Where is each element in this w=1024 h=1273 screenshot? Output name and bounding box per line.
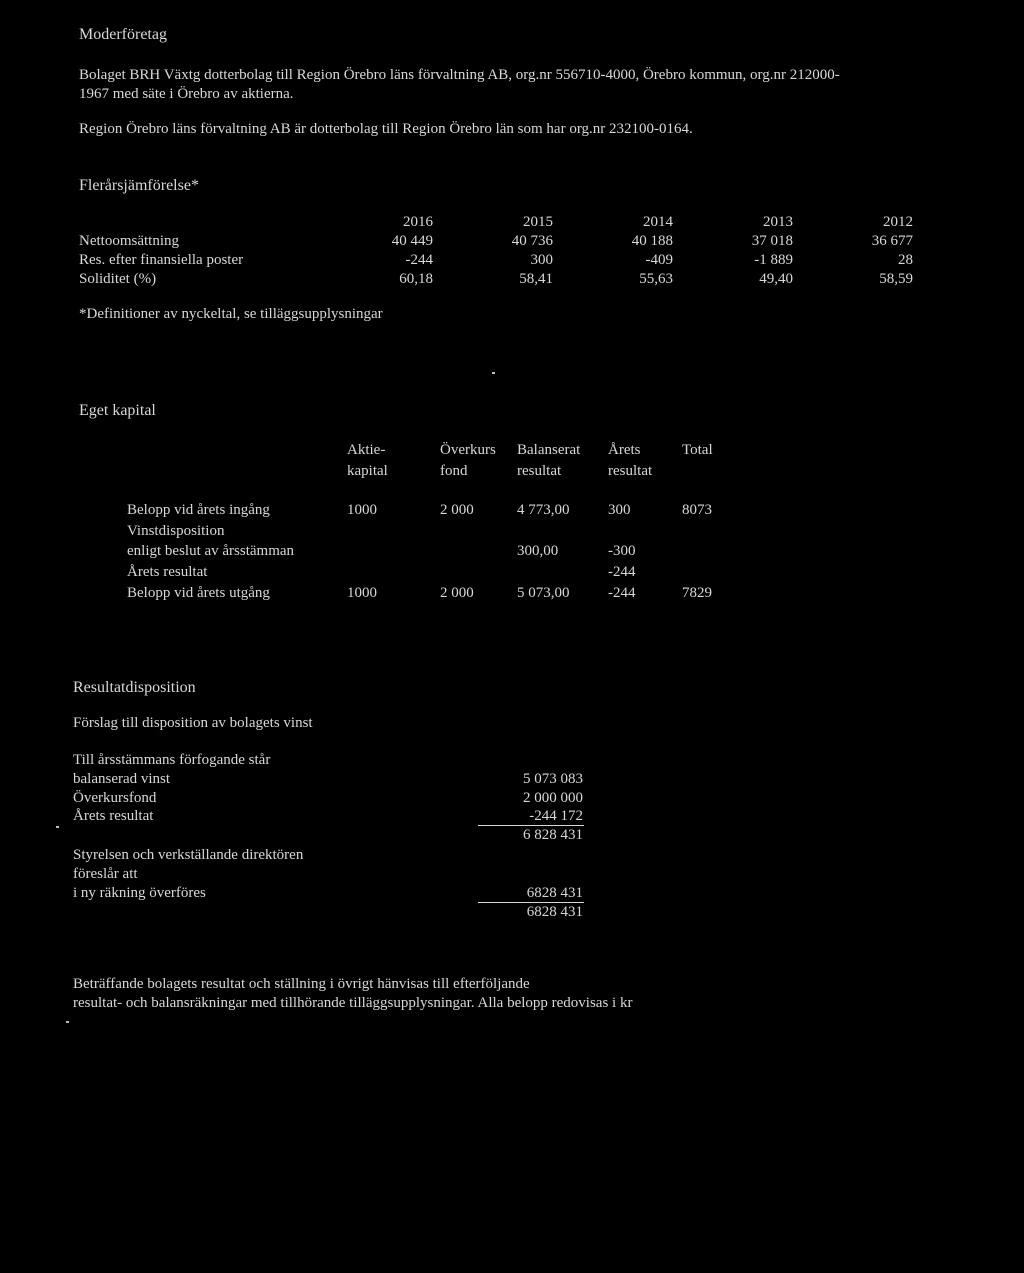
eget-row-label: enligt beslut av årsstämman — [127, 543, 295, 559]
cell-value: -300 — [608, 543, 636, 559]
flerars-year: 2016 — [403, 213, 433, 230]
cell-value: 37 018 — [751, 233, 793, 250]
cell-value: 1000 — [347, 585, 377, 601]
flerars-table — [79, 212, 913, 289]
row-label: Nettoomsättning — [79, 233, 179, 250]
flerars-year: 2012 — [883, 213, 913, 230]
cell-value: -409 — [645, 252, 673, 269]
flerars-corner — [79, 212, 313, 232]
cell-value: 49,40 — [759, 271, 793, 288]
eget-row-label: Belopp vid årets utgång — [127, 585, 270, 601]
flerars-year: 2013 — [763, 213, 793, 230]
cell-value: 36 677 — [871, 233, 913, 250]
cell-value: 40 188 — [631, 233, 673, 250]
cell-value: -244 — [405, 252, 433, 269]
eget-col-header-l1: Total — [682, 442, 713, 458]
cell-value: 58,41 — [519, 271, 553, 288]
resultat-item-label: Årets resultat — [73, 808, 154, 824]
eget-col-header-l1: Aktie- — [347, 442, 386, 458]
cell-value: 40 736 — [511, 233, 553, 250]
cell-value: -1 889 — [754, 252, 793, 269]
row-label: Soliditet (%) — [79, 271, 157, 288]
cell-value: 300,00 — [517, 543, 559, 559]
moder-paragraph-line-1: Bolaget BRH Växtg dotterbolag till Region Örebro läns förvaltning AB, org.nr 556710-4000, Örebro kommun, org.nr 212000- — [79, 67, 840, 83]
cell-value: 300 — [608, 502, 631, 518]
eget-col-header — [440, 440, 496, 482]
resultat-proposal-line-3: i ny räkning överföres — [73, 885, 206, 901]
resultat-item-label: Överkursfond — [73, 790, 157, 806]
table-row — [79, 232, 913, 251]
eget-row-label: Belopp vid årets ingång — [127, 502, 270, 518]
eget-col-header — [608, 440, 652, 482]
cell-value: 4 773,00 — [517, 502, 570, 518]
moder-paragraph-2: Region Örebro läns förvaltning AB är dotterbolag till Region Örebro län som har org.nr 232100-0164. — [79, 121, 693, 137]
cell-value: -244 — [608, 564, 636, 580]
eget-col-header-l2: fond — [440, 463, 468, 479]
cell-value: -244 — [608, 585, 636, 601]
cell-value: 58,59 — [879, 271, 913, 288]
cell-value: 28 — [898, 252, 913, 269]
footer-line-2: resultat- och balansräkningar med tillhörande tilläggsupplysningar. Alla belopp redovisas i kr — [73, 995, 633, 1011]
row-label: Res. efter finansiella poster — [79, 252, 244, 269]
cell-value: 2 000 — [440, 585, 474, 601]
eget-col-header — [347, 440, 388, 482]
resultat-sum: 6 828 431 — [523, 827, 583, 843]
footer-line-1: Beträffande bolagets resultat och ställning i övrigt hänvisas till efterföljande — [73, 976, 530, 992]
resultat-total: 6828 431 — [526, 904, 583, 920]
eget-col-header-l1: Överkurs — [440, 442, 496, 458]
section-heading-flerarsjamforelse: Flerårsjämförelse* — [79, 177, 199, 194]
cell-value: 1000 — [347, 502, 377, 518]
cell-value: 8073 — [682, 502, 712, 518]
cell-value: 55,63 — [639, 271, 673, 288]
resultat-item-label: balanserad vinst — [73, 771, 171, 787]
section-heading-eget-kapital: Eget kapital — [79, 402, 156, 419]
eget-col-header-l2: kapital — [347, 463, 388, 479]
eget-row-label: Vinstdisposition — [127, 523, 225, 539]
scan-speck — [66, 1021, 69, 1023]
eget-row-label: Årets resultat — [127, 564, 208, 580]
cell-value: 60,18 — [399, 271, 433, 288]
cell-value: 300 — [530, 252, 553, 269]
resultat-item-value: 5 073 083 — [523, 771, 583, 787]
flerars-year-row — [79, 212, 913, 232]
resultat-proposal-value: 6828 431 — [526, 885, 583, 901]
scan-speck — [492, 372, 495, 374]
cell-value: 2 000 — [440, 502, 474, 518]
eget-col-header-l2: resultat — [517, 463, 562, 479]
flerars-year: 2014 — [643, 213, 673, 230]
eget-col-header — [682, 440, 713, 461]
section-heading-resultatdisposition: Resultatdisposition — [73, 679, 196, 696]
flerars-table-grid — [79, 212, 913, 289]
resultat-proposal-line-2: föreslår att — [73, 866, 138, 882]
resultat-item-value: 2 000 000 — [523, 790, 583, 806]
flerars-footnote: *Definitioner av nyckeltal, se tilläggsupplysningar — [79, 306, 383, 322]
eget-col-header-l1: Balanserat — [517, 442, 581, 458]
resultat-intro: Till årsstämmans förfogande står — [73, 752, 271, 768]
moder-paragraph-line-2: 1967 med säte i Örebro av aktierna. — [79, 86, 294, 102]
resultat-proposal-line-1: Styrelsen och verkställande direktören — [73, 847, 304, 863]
table-row — [79, 251, 913, 270]
table-row — [79, 270, 913, 289]
resultat-subheading: Förslag till disposition av bolagets vinst — [73, 715, 313, 731]
scan-speck — [56, 826, 59, 828]
resultat-item-value: -244 172 — [529, 808, 583, 824]
eget-col-header — [517, 440, 580, 482]
cell-value: 5 073,00 — [517, 585, 570, 601]
eget-col-header-l2: resultat — [608, 463, 653, 479]
eget-col-header-l1: Årets — [608, 442, 641, 458]
cell-value: 7829 — [682, 585, 712, 601]
flerars-year: 2015 — [523, 213, 553, 230]
section-heading-moderforetag: Moderföretag — [79, 26, 167, 43]
cell-value: 40 449 — [391, 233, 433, 250]
